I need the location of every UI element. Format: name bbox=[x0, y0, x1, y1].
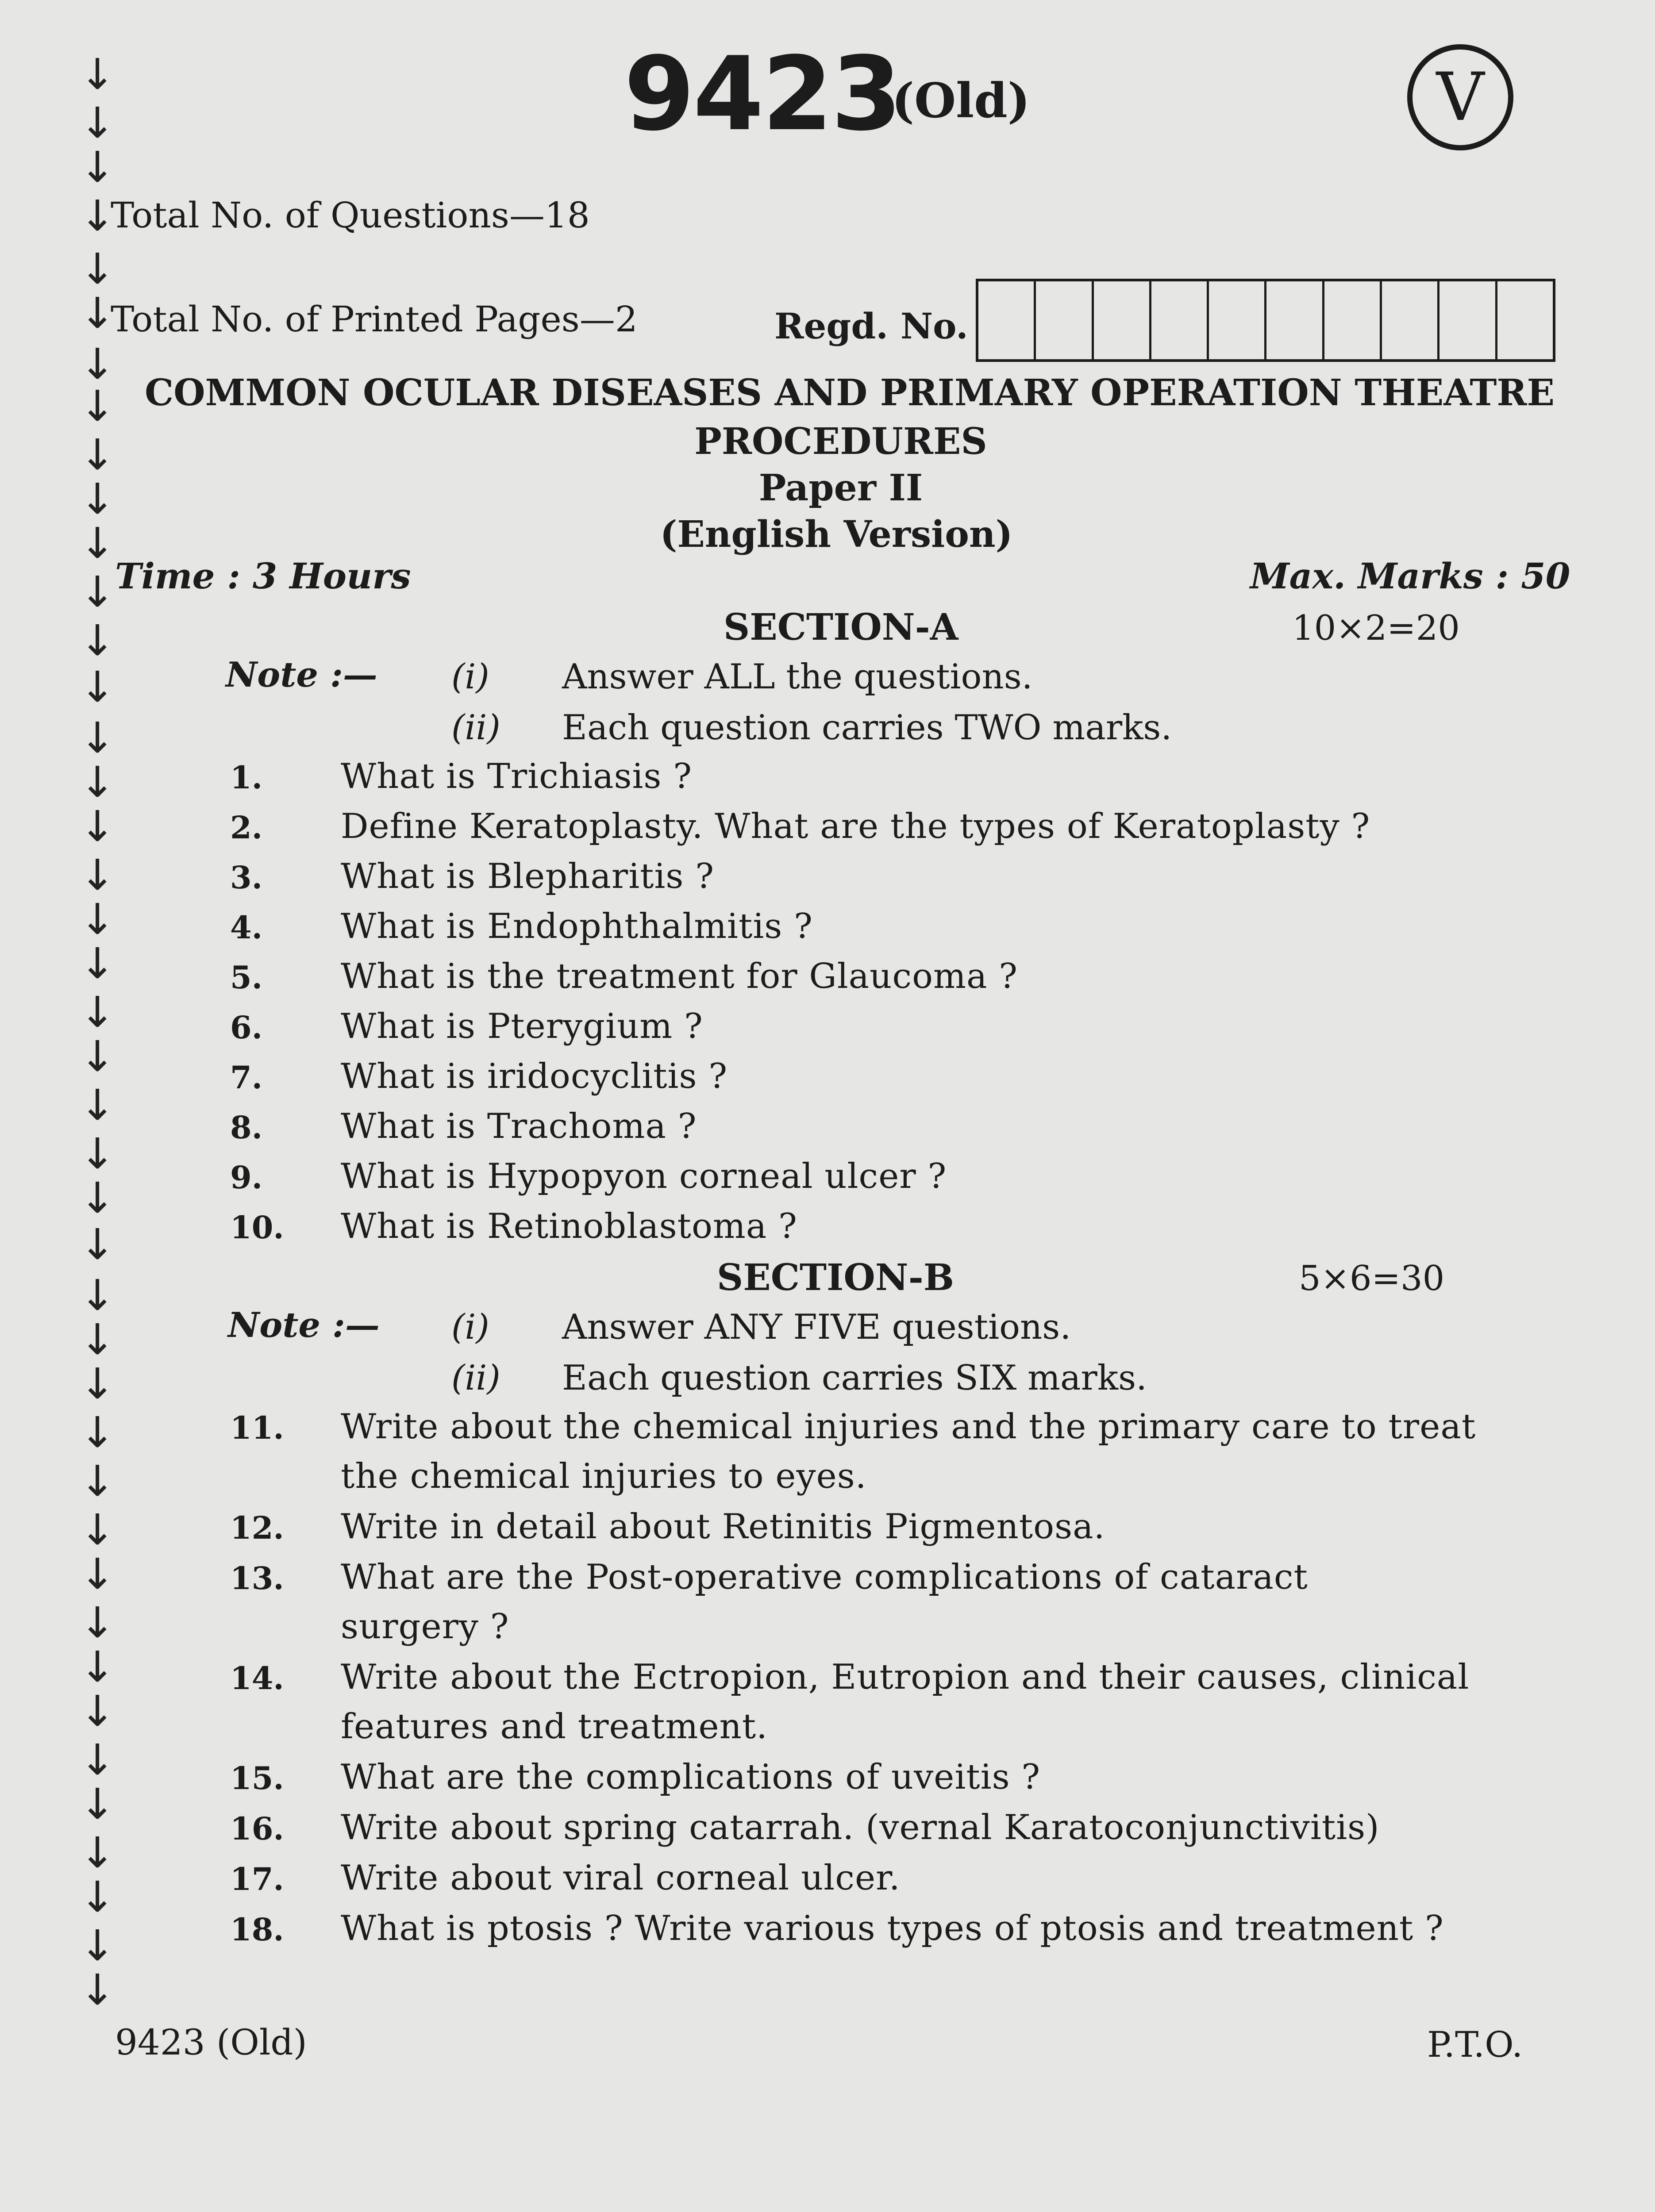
margin-arrow-icon: ↓ bbox=[80, 1549, 115, 1599]
margin-arrow-icon: ↓ bbox=[80, 850, 115, 900]
section-a-note-label: Note :— bbox=[226, 655, 377, 695]
paper-title-line1: COMMON OCULAR DISEASES AND PRIMARY OPERATION THEATRE bbox=[144, 372, 1555, 414]
question-number: 2. bbox=[230, 809, 263, 846]
margin-arrow-icon: ↓ bbox=[80, 1173, 115, 1223]
margin-arrow-icon: ↓ bbox=[80, 616, 115, 665]
note-text: Each question carries TWO marks. bbox=[562, 708, 1172, 748]
question-text: What is Pterygium ? bbox=[341, 1006, 703, 1046]
margin-arrow-icon: ↓ bbox=[80, 339, 115, 389]
paper-version: (English Version) bbox=[660, 513, 1013, 556]
regd-cell bbox=[978, 281, 1036, 359]
margin-arrow-icon: ↓ bbox=[80, 1359, 115, 1409]
pto-label: P.T.O. bbox=[1427, 2024, 1523, 2065]
regd-cell bbox=[1094, 281, 1151, 359]
question-number: 16. bbox=[230, 1810, 284, 1847]
note-num: (ii) bbox=[451, 708, 500, 748]
regd-cell bbox=[1497, 281, 1553, 359]
total-pages: Total No. of Printed Pages—2 bbox=[111, 299, 638, 340]
question-number: 5. bbox=[230, 959, 263, 996]
question-text: What are the Post-operative complications of cataract bbox=[341, 1557, 1308, 1597]
note-num: (i) bbox=[451, 1307, 489, 1347]
footer-code: 9423 (Old) bbox=[115, 2022, 307, 2063]
question-number: 17. bbox=[230, 1861, 284, 1897]
question-number: 11. bbox=[230, 1409, 284, 1446]
margin-arrow-icon: ↓ bbox=[80, 50, 115, 99]
margin-arrow-icon: ↓ bbox=[80, 1408, 115, 1457]
paper-code: 9423 bbox=[624, 35, 901, 154]
section-b-note-label: Note :— bbox=[228, 1305, 380, 1345]
margin-arrow-icon: ↓ bbox=[80, 1129, 115, 1179]
question-text: What is ptosis ? Write various types of ptosis and treatment ? bbox=[341, 1909, 1444, 1948]
margin-arrow-icon: ↓ bbox=[80, 1872, 115, 1922]
margin-arrow-icon: ↓ bbox=[80, 474, 115, 524]
margin-arrow-icon: ↓ bbox=[80, 381, 115, 431]
section-a-heading: SECTION-A bbox=[724, 606, 958, 649]
margin-arrow-icon: ↓ bbox=[80, 288, 115, 338]
question-number: 12. bbox=[230, 1509, 284, 1546]
margin-arrow-icon: ↓ bbox=[80, 757, 115, 807]
question-text: What is Hypopyon corneal ulcer ? bbox=[341, 1156, 947, 1196]
question-number: 13. bbox=[230, 1560, 284, 1597]
total-questions: Total No. of Questions—18 bbox=[111, 195, 590, 236]
question-text: What is Trichiasis ? bbox=[341, 757, 693, 796]
question-number: 6. bbox=[230, 1009, 263, 1046]
question-text: What is Endophthalmitis ? bbox=[341, 906, 813, 946]
time-label: Time : 3 Hours bbox=[115, 555, 411, 597]
question-text: Write about spring catarrah. (vernal Karatoconjunctivitis) bbox=[341, 1808, 1380, 1847]
question-text: Write about the chemical injuries and the primary care to treat bbox=[341, 1407, 1476, 1447]
question-number: 8. bbox=[230, 1109, 263, 1146]
question-text: Write in detail about Retinitis Pigmentosa. bbox=[341, 1507, 1105, 1547]
question-text: Define Keratoplasty. What are the types of Keratoplasty ? bbox=[341, 806, 1370, 846]
margin-arrow-icon: ↓ bbox=[80, 1598, 115, 1647]
question-number: 18. bbox=[230, 1911, 284, 1948]
margin-arrow-icon: ↓ bbox=[80, 1642, 115, 1692]
margin-arrow-icon: ↓ bbox=[80, 662, 115, 712]
margin-arrow-icon: ↓ bbox=[80, 1828, 115, 1878]
question-text: features and treatment. bbox=[341, 1707, 768, 1747]
question-text: Write about the Ectropion, Eutropion and their causes, clinical bbox=[341, 1657, 1470, 1697]
margin-arrow-icon: ↓ bbox=[80, 1686, 115, 1736]
margin-arrow-icon: ↓ bbox=[80, 802, 115, 851]
note-text: Answer ALL the questions. bbox=[562, 657, 1033, 697]
margin-arrow-icon: ↓ bbox=[80, 713, 115, 763]
margin-arrow-icon: ↓ bbox=[80, 1032, 115, 1081]
question-text: What is Trachoma ? bbox=[341, 1106, 697, 1146]
question-number: 4. bbox=[230, 909, 263, 946]
question-text: surgery ? bbox=[341, 1607, 509, 1647]
regd-cell bbox=[1382, 281, 1439, 359]
question-text: What is Retinoblastoma ? bbox=[341, 1206, 797, 1246]
question-number: 3. bbox=[230, 859, 263, 896]
old-tag: (Old) bbox=[892, 73, 1030, 129]
note-text: Each question carries SIX marks. bbox=[562, 1358, 1147, 1398]
regd-cell bbox=[1266, 281, 1324, 359]
note-num: (ii) bbox=[451, 1358, 500, 1398]
margin-arrow-icon: ↓ bbox=[80, 1735, 115, 1785]
margin-arrow-icon: ↓ bbox=[80, 1921, 115, 1970]
question-text: Write about viral corneal ulcer. bbox=[341, 1858, 901, 1898]
question-number: 1. bbox=[230, 759, 263, 796]
margin-arrow-icon: ↓ bbox=[80, 567, 115, 617]
margin-arrow-icon: ↓ bbox=[80, 1315, 115, 1364]
regd-number-boxes bbox=[976, 279, 1555, 362]
section-b-heading: SECTION-B bbox=[717, 1256, 955, 1299]
question-text: What are the complications of uveitis ? bbox=[341, 1757, 1041, 1797]
question-text: What is Blepharitis ? bbox=[341, 856, 715, 896]
margin-arrow-icon: ↓ bbox=[80, 939, 115, 988]
margin-arrow-icon: ↓ bbox=[80, 895, 115, 944]
margin-arrow-icon: ↓ bbox=[80, 191, 115, 241]
margin-arrow-icon: ↓ bbox=[80, 244, 115, 294]
note-num: (i) bbox=[451, 657, 489, 697]
margin-arrow-icon: ↓ bbox=[80, 430, 115, 480]
margin-arrow-icon: ↓ bbox=[80, 1965, 115, 2015]
regd-label: Regd. No. bbox=[774, 305, 968, 347]
margin-arrow-icon: ↓ bbox=[80, 987, 115, 1037]
margin-arrow-icon: ↓ bbox=[80, 1456, 115, 1506]
question-number: 9. bbox=[230, 1159, 263, 1196]
margin-arrow-icon: ↓ bbox=[80, 1220, 115, 1269]
question-number: 14. bbox=[230, 1660, 284, 1697]
regd-cell bbox=[1439, 281, 1497, 359]
question-number: 7. bbox=[230, 1059, 263, 1096]
version-mark: V bbox=[1407, 44, 1513, 150]
section-b-marks: 5×6=30 bbox=[1299, 1259, 1445, 1298]
question-number: 15. bbox=[230, 1760, 284, 1797]
margin-arrow-icon: ↓ bbox=[80, 1271, 115, 1320]
max-marks: Max. Marks : 50 bbox=[1250, 555, 1570, 597]
margin-arrow-icon: ↓ bbox=[80, 1505, 115, 1555]
regd-cell bbox=[1324, 281, 1382, 359]
regd-cell bbox=[1209, 281, 1266, 359]
margin-arrow-icon: ↓ bbox=[80, 142, 115, 192]
margin-arrow-icon: ↓ bbox=[80, 1779, 115, 1829]
margin-arrows bbox=[80, 50, 119, 2015]
question-text: the chemical injuries to eyes. bbox=[341, 1456, 867, 1496]
regd-cell bbox=[1151, 281, 1209, 359]
margin-arrow-icon: ↓ bbox=[80, 1080, 115, 1130]
question-text: What is the treatment for Glaucoma ? bbox=[341, 956, 1018, 996]
question-number: 10. bbox=[230, 1209, 284, 1246]
margin-arrow-icon: ↓ bbox=[80, 518, 115, 568]
question-text: What is iridocyclitis ? bbox=[341, 1056, 728, 1096]
note-text: Answer ANY FIVE questions. bbox=[562, 1307, 1071, 1347]
paper-title-line2: PROCEDURES bbox=[694, 420, 987, 463]
section-a-marks: 10×2=20 bbox=[1292, 608, 1460, 648]
paper-number: Paper II bbox=[758, 467, 923, 509]
regd-cell bbox=[1036, 281, 1093, 359]
margin-arrow-icon: ↓ bbox=[80, 98, 115, 148]
